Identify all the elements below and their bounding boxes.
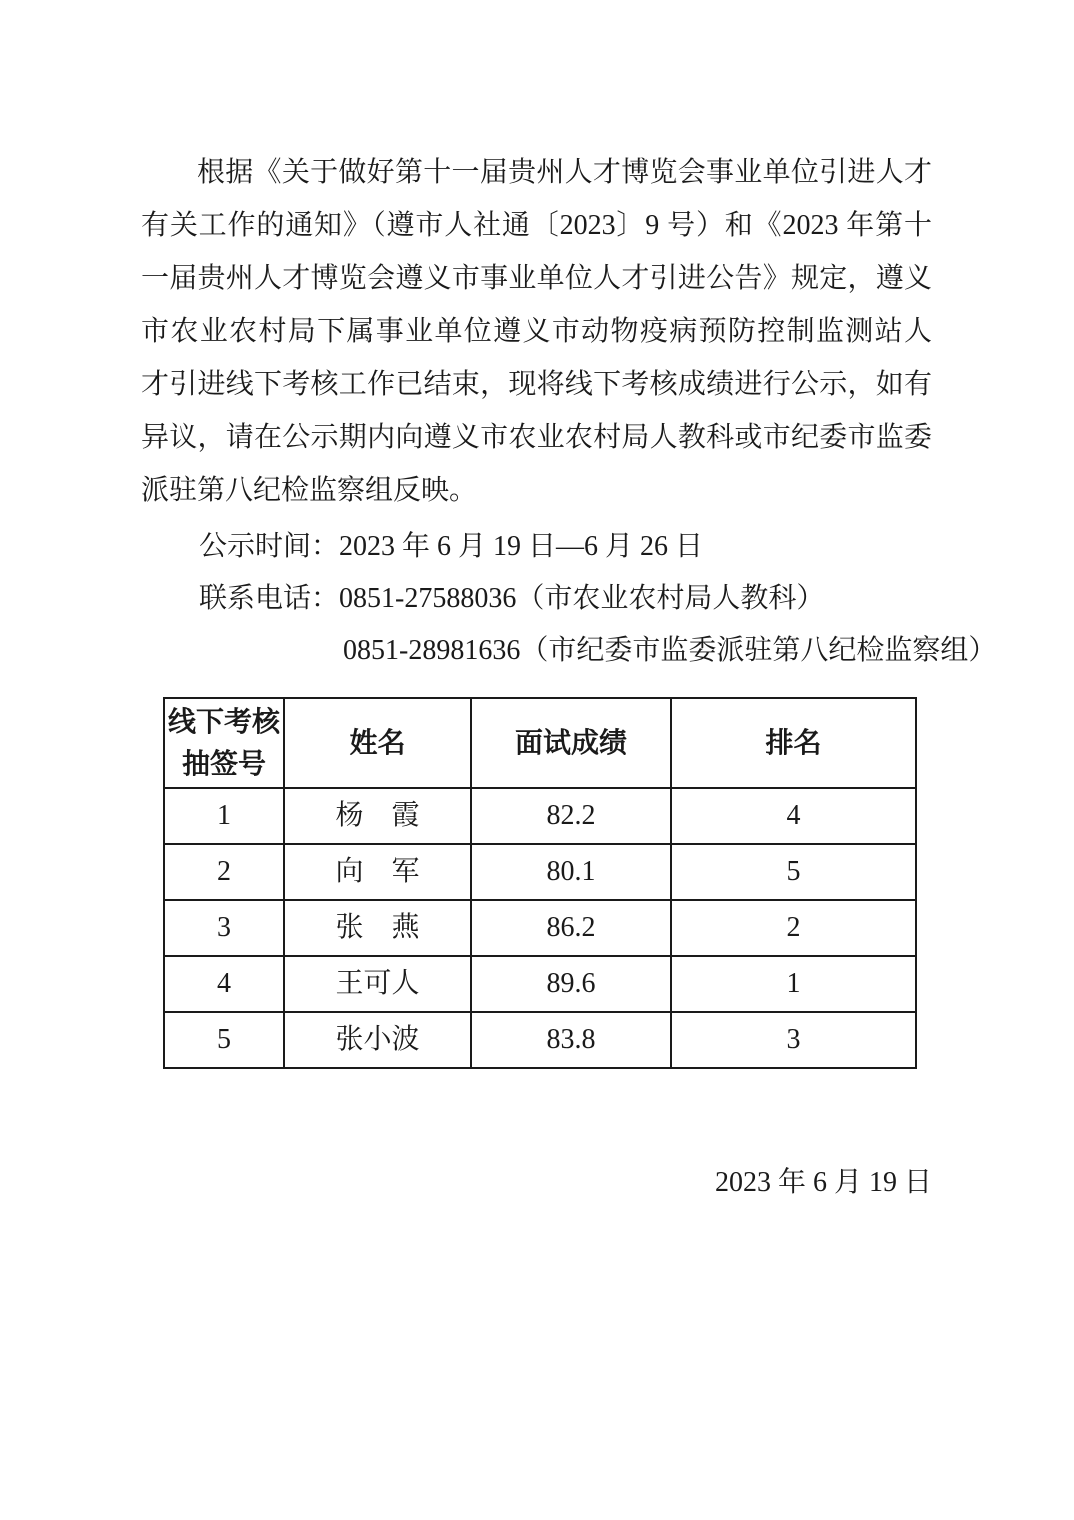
table-row — [164, 788, 916, 844]
col-header-name: 姓名 — [284, 698, 471, 788]
paragraph-line: 市农业农村局下属事业单位遵义市动物疫病预防控制监测站人 — [141, 316, 932, 347]
col-header-interview-score: 面试成绩 — [471, 698, 671, 788]
paragraph-line: 有关工作的通知》（遵市人社通〔2023〕9 号）和《2023 年第十 — [141, 210, 932, 241]
cell-lottery-number: 2 — [164, 844, 284, 900]
paragraph-line: 派驻第八纪检监察组反映。 — [141, 475, 478, 506]
cell-lottery-number: 1 — [164, 788, 284, 844]
table-row — [164, 1012, 916, 1068]
cell-lottery-number: 3 — [164, 900, 284, 956]
cell-interview-score: 86.2 — [471, 900, 671, 956]
cell-lottery-number: 4 — [164, 956, 284, 1012]
publicity-time-label: 公示时间： — [199, 531, 340, 562]
cell-lottery-number: 5 — [164, 1012, 284, 1068]
cell-name: 张小波 — [284, 1012, 471, 1068]
contact-phone-2: 0851-28981636（市纪委市监委派驻第八纪检监察组） — [343, 635, 997, 666]
cell-interview-score: 82.2 — [471, 788, 671, 844]
cell-name: 王可人 — [284, 956, 471, 1012]
cell-interview-score: 89.6 — [471, 956, 671, 1012]
contact-phone-line-1 — [141, 573, 932, 625]
document-body — [141, 0, 997, 1209]
cell-rank: 1 — [671, 956, 916, 1012]
table-row — [164, 844, 916, 900]
publicity-time-value: 2023 年 6 月 19 日—6 月 26 日 — [339, 531, 704, 562]
contact-phone-1: 0851-27588036（市农业农村局人教科） — [339, 583, 825, 614]
cell-rank: 2 — [671, 900, 916, 956]
paragraph-line: 才引进线下考核工作已结束，现将线下考核成绩进行公示，如有 — [141, 369, 932, 400]
col-header-rank: 排名 — [671, 698, 916, 788]
cell-rank: 5 — [671, 844, 916, 900]
cell-name: 杨 霞 — [284, 788, 471, 844]
cell-interview-score: 83.8 — [471, 1012, 671, 1068]
table-header-row — [164, 698, 916, 788]
announcement-paragraph — [141, 0, 932, 517]
table-row — [164, 956, 916, 1012]
paragraph-line: 一届贵州人才博览会遵义市事业单位人才引进公告》规定，遵义 — [141, 263, 932, 294]
paragraph-line: 异议，请在公示期内向遵义市农业农村局人教科或市纪委市监委 — [141, 422, 932, 453]
cell-rank: 4 — [671, 788, 916, 844]
score-table — [163, 697, 917, 1069]
cell-rank: 3 — [671, 1012, 916, 1068]
contact-label: 联系电话： — [199, 583, 340, 614]
notice-info-block — [141, 521, 997, 677]
cell-name: 张 燕 — [284, 900, 471, 956]
cell-interview-score: 80.1 — [471, 844, 671, 900]
cell-name: 向 军 — [284, 844, 471, 900]
signature-date: 2023 年 6 月 19 日 — [714, 1167, 932, 1198]
table-row — [164, 900, 916, 956]
col-header-lottery-number: 线下考核抽签号 — [164, 698, 284, 788]
paragraph-line: 根据《关于做好第十一届贵州人才博览会事业单位引进人才 — [197, 157, 932, 188]
publicity-time-line — [141, 521, 932, 573]
contact-phone-line-2 — [141, 625, 997, 677]
